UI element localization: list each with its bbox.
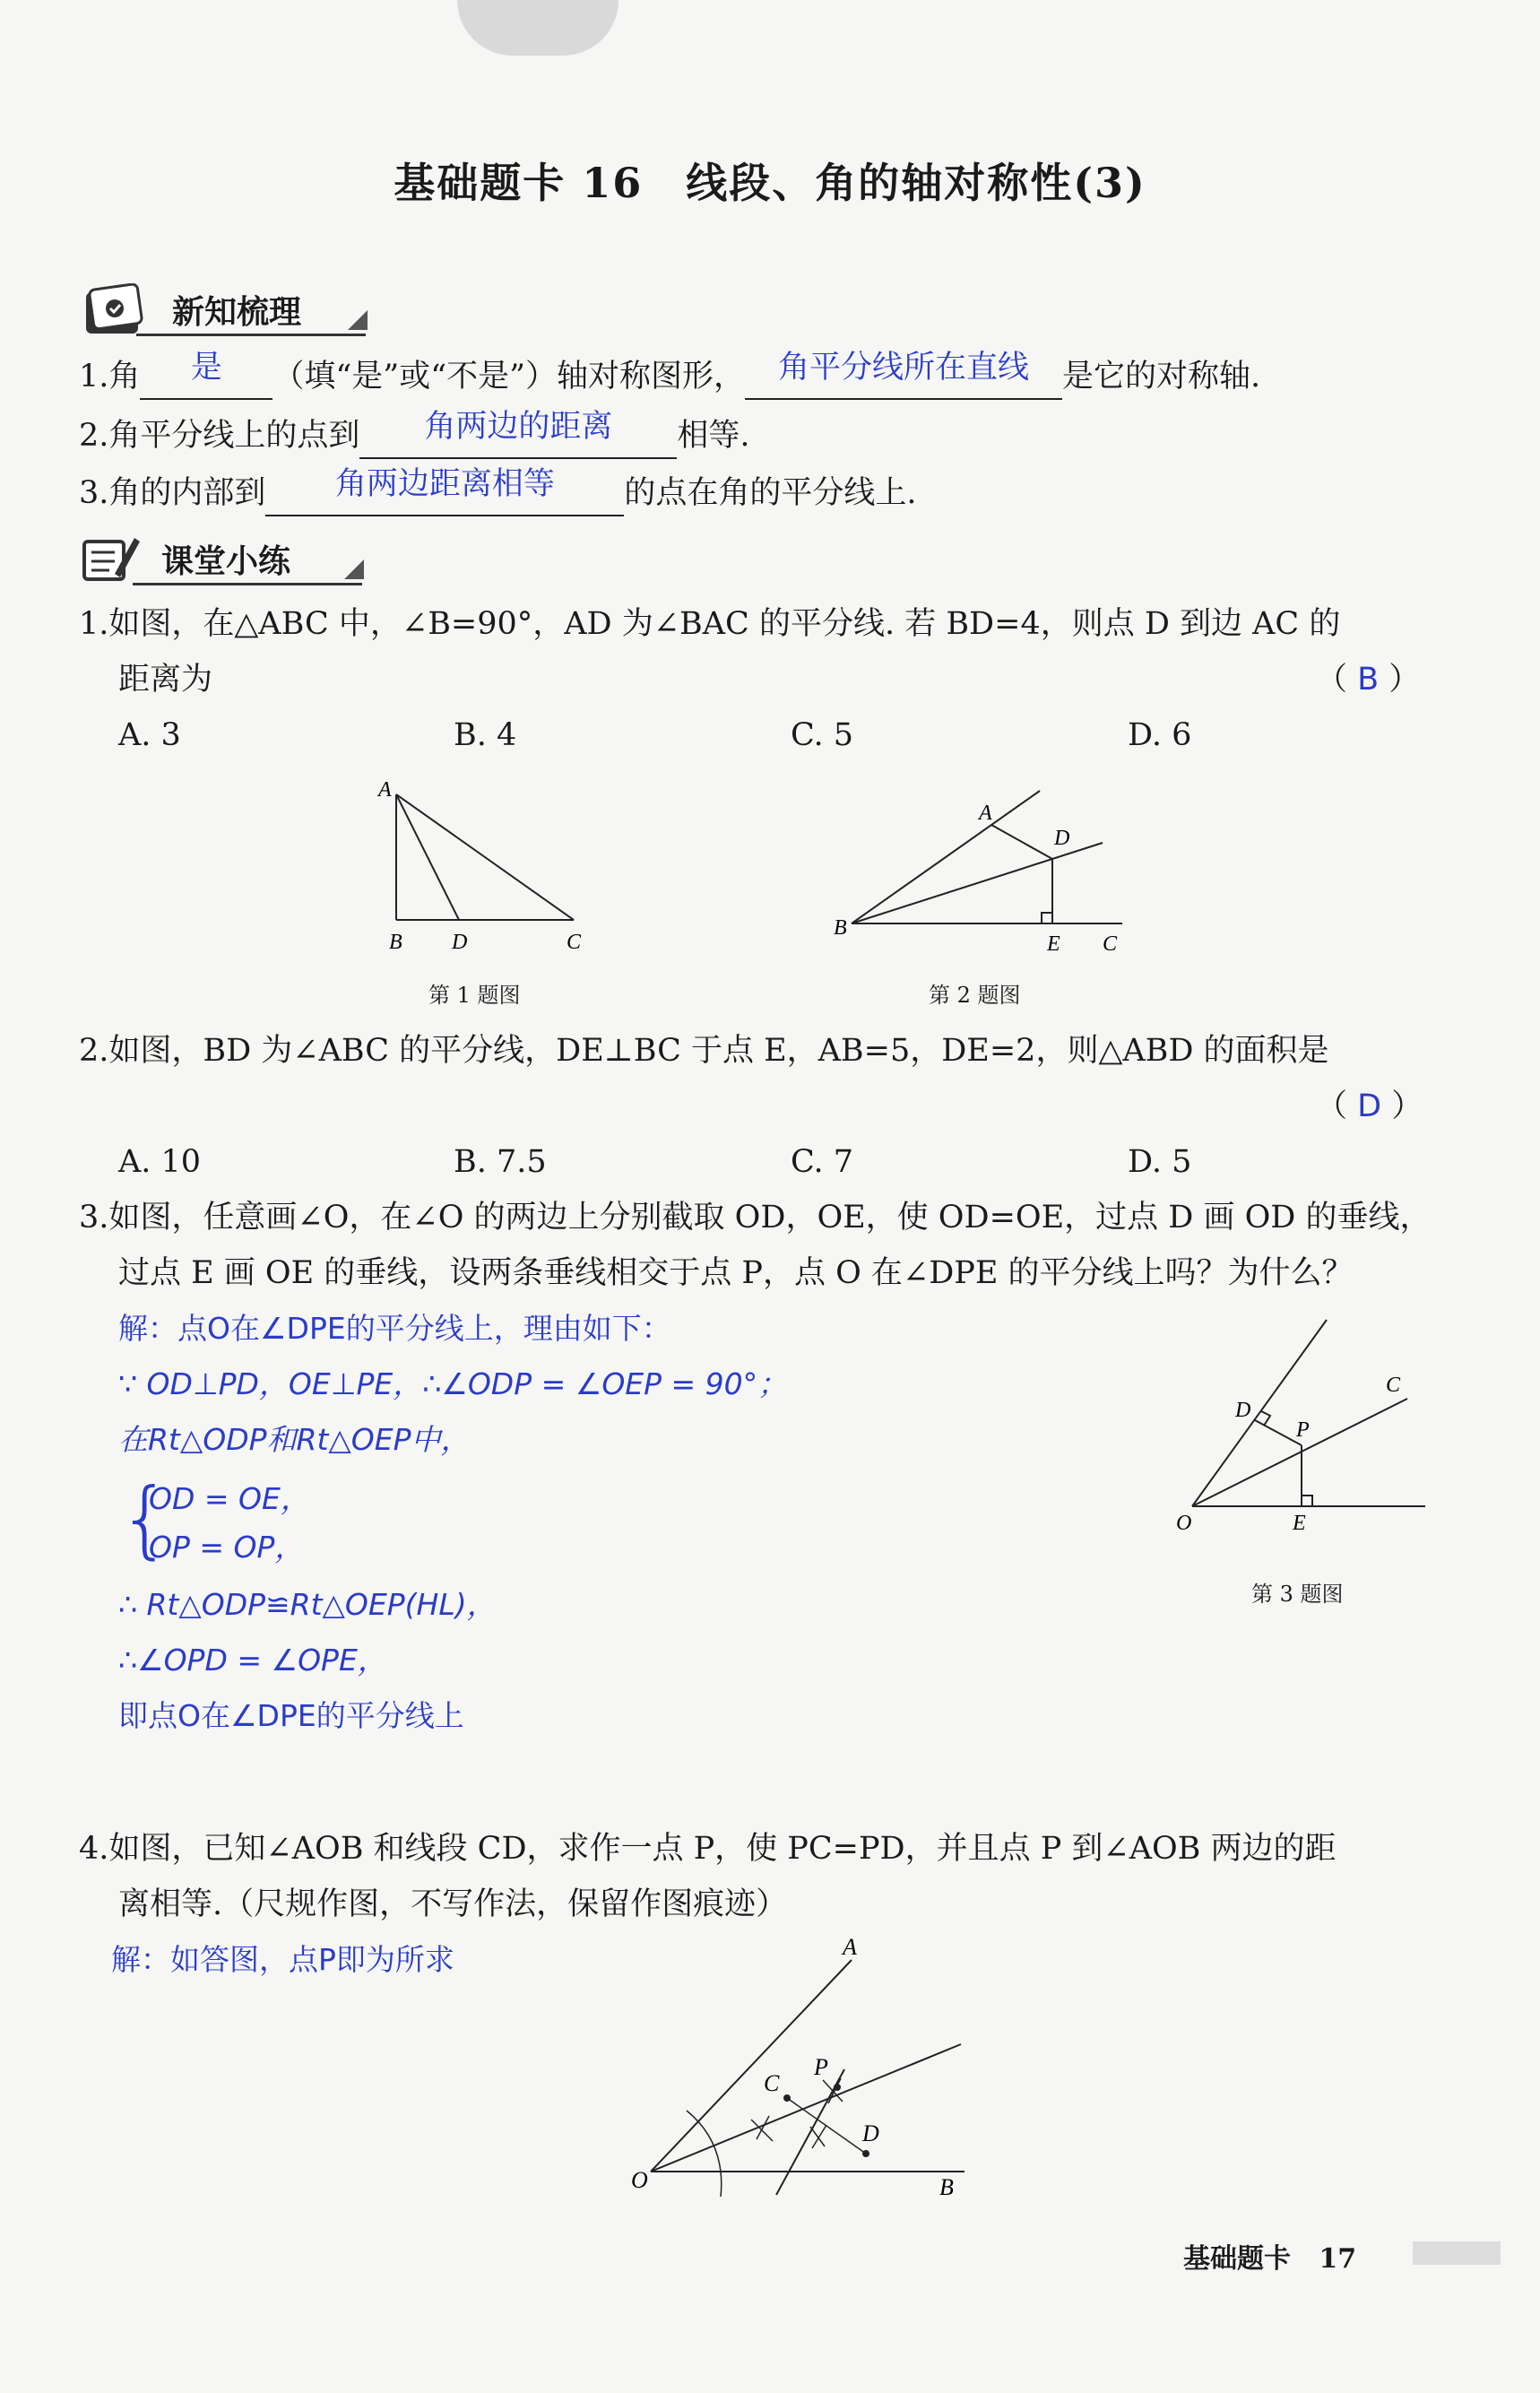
q3-solution-line-7: ∴∠OPD = ∠OPE，: [118, 1643, 387, 1678]
page-title: 基础题卡 16 线段、角的轴对称性(3): [394, 159, 1146, 207]
q2-option-b: B. 7.5: [454, 1144, 547, 1180]
item3-prefix: 3.角的内部到: [79, 475, 266, 511]
question-1-answer: B: [1357, 662, 1380, 698]
q3-solution-line-5: OP = OP，: [149, 1530, 305, 1565]
fig4-bisector: [651, 2044, 961, 2172]
question-1-line-1: 1.如图，在△ABC 中，∠B=90°，AD 为∠BAC 的平分线. 若 BD=4，则点 D 到边 AC 的: [79, 606, 1341, 642]
fig4-label-c: C: [764, 2070, 780, 2096]
q3-solution-line-1: 解：点O在∠DPE的平分线上，理由如下：: [118, 1311, 671, 1346]
q1-option-d: D. 6: [1128, 717, 1192, 753]
fig3-label-e: E: [1293, 1512, 1306, 1535]
fig1-label-d: D: [452, 931, 468, 954]
question-2-answer-bracket: （ D ）: [1316, 1088, 1423, 1124]
fig3-label-d: D: [1235, 1399, 1251, 1422]
q3-solution-line-6: ∴ Rt△ODP≌Rt△OEP(HL)，: [118, 1587, 497, 1622]
section-header-class-practice: [79, 531, 384, 586]
fig3-ray-od: [1192, 1320, 1327, 1506]
question-2-answer: D: [1357, 1088, 1382, 1124]
item1-middle: （填“是”或“不是”）轴对称图形，: [273, 359, 745, 394]
item1-prefix: 1.角: [79, 359, 141, 394]
fig4-arc-main: [687, 2111, 722, 2197]
fig2-label-e: E: [1047, 932, 1060, 956]
question-1-line-2: 距离为: [118, 662, 213, 698]
figure-1-caption: 第 1 题图: [428, 983, 521, 1008]
fig3-label-o: O: [1176, 1512, 1192, 1535]
section2-title: 课堂小练: [161, 543, 291, 580]
footer-bar-decoration: [1413, 2241, 1501, 2265]
footer-label: 基础题卡: [1183, 2243, 1291, 2275]
figure-1-triangle: [368, 776, 601, 965]
item2-prefix: 2.角平分线上的点到: [79, 418, 360, 454]
item2-answer: 角两边的距离: [424, 409, 613, 445]
figure-3-angle: [1165, 1309, 1434, 1551]
item2-suffix: 相等.: [677, 418, 750, 454]
item1-answer-1: 是: [190, 350, 222, 386]
fig2-segment-ad: [991, 825, 1052, 859]
question-3-line-2: 过点 E 画 OE 的垂线，设两条垂线相交于点 P，点 O 在∠DPE 的平分线上吗？为什么？: [118, 1255, 1354, 1291]
question-1-answer-bracket: （ B ）: [1316, 662, 1421, 698]
fig4-point-c: [783, 2094, 791, 2102]
fig2-right-angle-mark: [1042, 913, 1052, 923]
fig4-point-d: [862, 2150, 869, 2157]
fill-item-2: [79, 409, 750, 459]
fig1-label-b: B: [389, 931, 402, 954]
figure-2-angle: [825, 780, 1129, 959]
question-4-line-2: 离相等.（尺规作图，不写作法，保留作图痕迹）: [118, 1886, 788, 1922]
fig2-ray-ba: [852, 791, 1040, 923]
fig4-label-o: O: [631, 2167, 648, 2193]
fig1-bisector-ad: [396, 794, 459, 920]
fig2-label-a: A: [979, 802, 992, 825]
fig2-label-d: D: [1054, 827, 1070, 850]
q2-option-a: A. 10: [118, 1144, 202, 1180]
fig4-label-p: P: [814, 2054, 828, 2080]
notebook-icon: [79, 283, 151, 339]
pencil-notebook-icon: [79, 531, 142, 586]
fig3-ray-oc: [1192, 1399, 1407, 1506]
section1-title: 新知梳理: [172, 294, 302, 331]
q1-option-a: A. 3: [118, 717, 181, 753]
fill-item-1: [79, 350, 1261, 400]
question-3-line-1: 3.如图，任意画∠O，在∠O 的两边上分别截取 OD，OE，使 OD=OE，过点 D 画 OD 的垂线，: [79, 1200, 1432, 1236]
top-tab-decoration: [457, 0, 619, 56]
header-arrow-decoration: [348, 310, 368, 330]
figure-4-construction: [627, 1928, 1004, 2197]
q3-system-brace: {: [118, 1470, 172, 1568]
figure-3-caption: 第 3 题图: [1251, 1582, 1344, 1607]
fig3-right-angle-e: [1302, 1496, 1312, 1506]
q3-solution-line-2: ∵ OD⊥PD，OE⊥PE，∴∠ODP = ∠OEP = 90°；: [118, 1366, 788, 1401]
question-2-line-1: 2.如图，BD 为∠ABC 的平分线，DE⊥BC 于点 E，AB=5，DE=2，则△ABD 的面积是: [79, 1033, 1329, 1069]
fig3-label-c: C: [1386, 1374, 1401, 1397]
fig3-label-p: P: [1296, 1418, 1310, 1442]
q1-option-b: B. 4: [454, 717, 517, 753]
q4-solution: 解：如答图，点P即为所求: [111, 1942, 454, 1977]
item3-suffix: 的点在角的平分线上.: [624, 475, 917, 511]
q1-option-c: C. 5: [791, 717, 854, 753]
fig1-label-a: A: [378, 778, 392, 802]
q2-option-c: C. 7: [791, 1144, 854, 1180]
footer: [1183, 2236, 1356, 2276]
section-header-new-knowledge: [79, 283, 384, 339]
figure-2-caption: 第 2 题图: [929, 983, 1021, 1008]
page-number: 17: [1319, 2243, 1357, 2275]
fig4-point-p: [834, 2084, 841, 2091]
header-underline-2: [133, 583, 362, 585]
header-arrow-decoration-2: [344, 559, 364, 579]
q3-solution-line-3: 在Rt△ODP和Rt△OEP中，: [118, 1422, 471, 1457]
fig4-label-a: A: [843, 1934, 857, 1960]
header-underline: [136, 334, 366, 336]
item3-answer: 角两边距离相等: [334, 466, 555, 502]
q3-solution-line-4: OD = OE，: [149, 1481, 310, 1516]
fig3-segment-dp: [1255, 1420, 1302, 1445]
fig2-bisector-bd: [852, 843, 1103, 923]
fill-item-3: [79, 466, 917, 516]
q3-solution-line-8: 即点O在∠DPE的平分线上: [118, 1698, 464, 1733]
q2-option-d: D. 5: [1128, 1144, 1192, 1180]
item1-suffix: 是它的对称轴.: [1061, 359, 1261, 394]
question-4-line-1: 4.如图，已知∠AOB 和线段 CD，求作一点 P，使 PC=PD，并且点 P 到∠AOB 两边的距: [79, 1831, 1337, 1867]
fig4-label-d: D: [862, 2120, 879, 2146]
fig1-label-c: C: [567, 931, 582, 954]
fig2-label-b: B: [834, 916, 847, 940]
item1-answer-2: 角平分线所在直线: [777, 350, 1029, 386]
fig1-side-ac: [396, 794, 574, 920]
fig4-label-b: B: [939, 2174, 954, 2197]
fig2-label-c: C: [1103, 932, 1118, 956]
